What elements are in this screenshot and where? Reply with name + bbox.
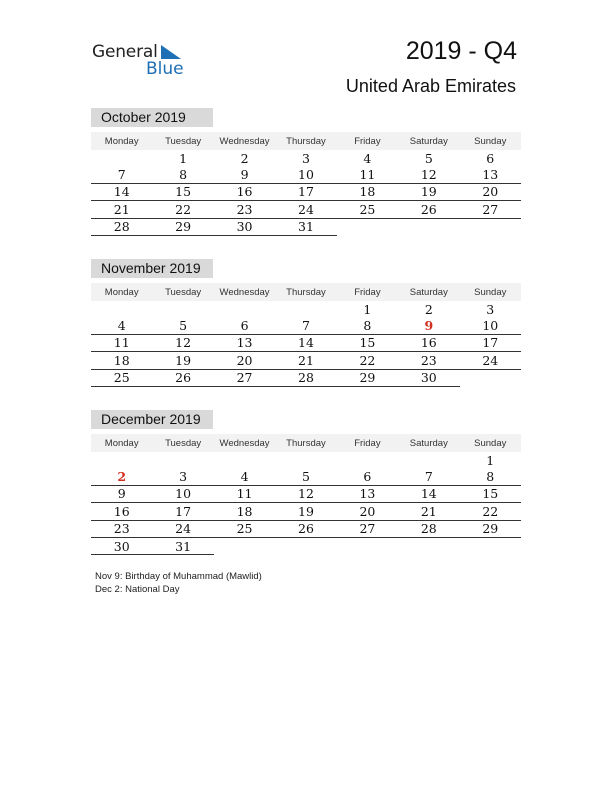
week-row [91,369,521,386]
logo [92,42,192,78]
logo-triangle-icon [161,45,181,59]
week-row [91,150,521,166]
day-cell: 17 [460,334,521,351]
weekday-header: Monday [91,132,152,150]
day-cell: 3 [486,301,495,317]
day-cell: 7 [91,166,152,183]
day-cell: 30 [398,369,459,386]
day-cell: 22 [460,503,521,520]
day-cell: 26 [152,369,213,386]
week-row [91,503,521,520]
day-cell: 29 [152,218,213,235]
day-cell: 8 [152,166,213,183]
month-label: October 2019 [91,108,213,127]
day-cell: 8 [460,468,521,485]
day-cell: 4 [91,317,152,334]
day-cell: 26 [398,201,459,218]
day-cell: 28 [91,218,152,235]
day-cell: 2 [424,301,433,317]
day-cell: 18 [214,503,275,520]
weekday-header: Sunday [460,132,521,150]
weekday-header: Thursday [275,434,336,452]
page-title: 2019 - Q4 [405,37,517,65]
week-row [91,183,521,200]
weekday-header: Tuesday [152,132,213,150]
week-row [91,520,521,537]
day-cell: 31 [152,537,213,554]
day-cell: 16 [214,183,275,200]
day-cell: 6 [337,468,398,485]
day-cell [460,369,521,386]
day-cell [398,218,459,235]
day-cell: 30 [214,218,275,235]
weekday-header: Tuesday [152,434,213,452]
month-label: November 2019 [91,259,213,278]
month-label: December 2019 [91,410,213,429]
day-cell: 14 [91,183,152,200]
day-cell: 31 [275,218,336,235]
day-cell: 1 [179,150,188,166]
day-cell: 12 [275,485,336,502]
day-cell: 15 [152,183,213,200]
month-october [91,108,521,236]
weekday-header: Sunday [460,283,521,301]
day-cell: 27 [337,520,398,537]
holiday-note: Nov 9: Birthday of Muhammad (Mawlid) [95,571,262,582]
day-cell [152,301,213,317]
country-subtitle: United Arab Emirates [345,76,516,96]
day-cell: 11 [91,334,152,351]
day-cell: 18 [91,352,152,369]
day-cell: 10 [152,485,213,502]
day-cell: 23 [91,520,152,537]
day-cell: 19 [152,352,213,369]
day-cell [398,537,459,554]
weekday-header: Saturday [398,132,459,150]
day-cell: 20 [337,503,398,520]
week-row [91,352,521,369]
weekday-header: Thursday [275,132,336,150]
day-cell: 7 [398,468,459,485]
day-cell: 22 [337,352,398,369]
holiday-notes [95,570,262,596]
day-cell: 9 [91,485,152,502]
day-cell [214,452,275,468]
day-cell [275,537,336,554]
weekday-header: Tuesday [152,283,213,301]
week-row [91,166,521,183]
day-cell: 21 [398,503,459,520]
day-cell: 27 [460,201,521,218]
day-cell: 2 [91,468,152,485]
day-cell: 10 [460,317,521,334]
day-cell: 28 [275,369,336,386]
month-december [91,410,521,555]
day-cell: 28 [398,520,459,537]
week-row [91,334,521,351]
day-cell: 25 [214,520,275,537]
week-row [91,201,521,218]
week-row [91,218,521,235]
day-cell: 23 [398,352,459,369]
weekday-header: Monday [91,283,152,301]
day-cell: 9 [398,317,459,334]
week-row [91,317,521,334]
day-cell: 22 [152,201,213,218]
day-cell [91,150,152,166]
weekday-header: Saturday [398,283,459,301]
day-cell [91,452,152,468]
day-cell: 27 [214,369,275,386]
calendar-table [91,434,521,555]
day-cell: 17 [152,503,213,520]
day-cell: 20 [460,183,521,200]
day-cell: 5 [152,317,213,334]
weekday-header: Saturday [398,434,459,452]
day-cell: 9 [214,166,275,183]
weekday-header: Friday [337,132,398,150]
day-cell: 3 [302,150,310,166]
week-row [91,452,521,468]
day-cell: 21 [275,352,336,369]
month-november [91,259,521,387]
day-cell: 3 [152,468,213,485]
day-cell: 14 [398,485,459,502]
day-cell: 15 [337,334,398,351]
day-cell [214,537,275,554]
day-cell: 6 [214,317,275,334]
day-cell: 29 [337,369,398,386]
weekday-header: Wednesday [214,434,275,452]
week-row [91,468,521,485]
weekday-header: Sunday [460,434,521,452]
day-cell: 25 [337,201,398,218]
day-cell [337,218,398,235]
day-cell: 21 [91,201,152,218]
day-cell: 13 [337,485,398,502]
day-cell: 1 [486,452,495,468]
day-cell: 1 [363,301,372,317]
day-cell [337,452,398,468]
day-cell: 11 [214,485,275,502]
day-cell: 23 [214,201,275,218]
day-cell: 12 [398,166,459,183]
day-cell: 17 [275,183,336,200]
day-cell: 8 [337,317,398,334]
day-cell: 5 [424,150,433,166]
day-cell: 10 [275,166,336,183]
day-cell: 5 [275,468,336,485]
day-cell: 19 [275,503,336,520]
week-row [91,537,521,554]
day-cell [275,301,336,317]
day-cell: 12 [152,334,213,351]
day-cell: 24 [152,520,213,537]
weekday-header: Friday [337,434,398,452]
day-cell [460,537,521,554]
day-cell: 29 [460,520,521,537]
logo-blue-text: Blue [146,59,184,79]
day-cell [460,218,521,235]
day-cell: 7 [275,317,336,334]
weekday-header: Friday [337,283,398,301]
day-cell: 2 [240,150,249,166]
weekday-header: Thursday [275,283,336,301]
logo-general-text: General [92,42,158,62]
day-cell: 24 [460,352,521,369]
week-row [91,301,521,317]
day-cell [337,537,398,554]
day-cell: 15 [460,485,521,502]
day-cell: 4 [363,150,372,166]
day-cell: 20 [214,352,275,369]
weekday-header: Monday [91,434,152,452]
day-cell [214,301,275,317]
day-cell: 14 [275,334,336,351]
day-cell: 30 [91,537,152,554]
holiday-note: Dec 2: National Day [95,584,180,595]
calendar-table [91,283,521,387]
day-cell: 26 [275,520,336,537]
weekday-header: Wednesday [214,132,275,150]
day-cell: 19 [398,183,459,200]
week-row [91,485,521,502]
day-cell: 24 [275,201,336,218]
day-cell: 13 [214,334,275,351]
weekday-header-row [91,283,521,301]
calendar-table [91,132,521,236]
day-cell: 16 [398,334,459,351]
day-cell: 25 [91,369,152,386]
day-cell: 13 [460,166,521,183]
day-cell [152,452,213,468]
day-cell: 18 [337,183,398,200]
day-cell: 4 [214,468,275,485]
weekday-header: Wednesday [214,283,275,301]
day-cell: 11 [337,166,398,183]
day-cell [91,301,152,317]
day-cell [398,452,459,468]
weekday-header-row [91,132,521,150]
day-cell [275,452,336,468]
weekday-header-row [91,434,521,452]
day-cell: 6 [486,150,495,166]
day-cell: 16 [91,503,152,520]
